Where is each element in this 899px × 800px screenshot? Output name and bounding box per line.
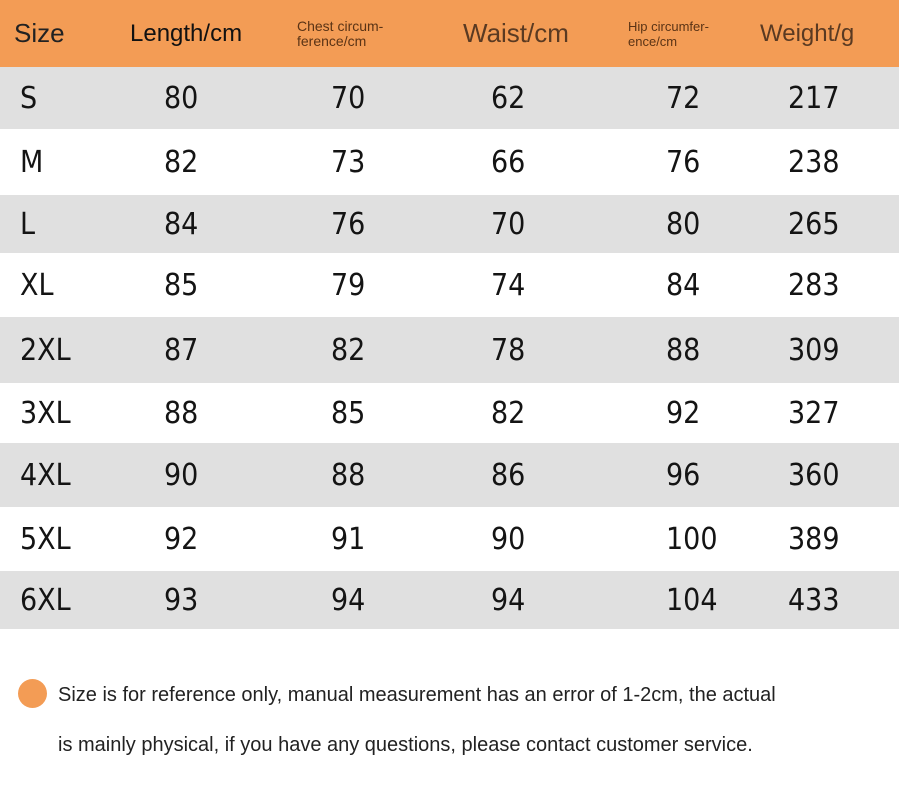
cell-size: 3XL [20, 395, 71, 431]
cell-length: 84 [164, 206, 199, 242]
table-row [0, 317, 899, 383]
cell-waist: 70 [491, 206, 526, 242]
table-row [0, 507, 899, 571]
cell-chest: 94 [331, 582, 366, 618]
cell-chest: 73 [331, 144, 366, 180]
cell-waist: 86 [491, 457, 526, 493]
cell-chest: 91 [331, 521, 366, 557]
header-waist: Waist/cm [463, 18, 569, 48]
table-row [0, 195, 899, 253]
cell-chest: 82 [331, 332, 366, 368]
cell-size: 6XL [20, 582, 71, 618]
cell-length: 93 [164, 582, 199, 618]
cell-length: 82 [164, 144, 199, 180]
header-length: Length/cm [130, 19, 243, 47]
cell-waist: 78 [491, 332, 526, 368]
cell-weight: 217 [788, 80, 840, 116]
cell-weight: 360 [788, 457, 840, 493]
bullet-dot-icon [18, 679, 47, 708]
cell-hip: 80 [666, 206, 701, 242]
table-header [0, 0, 899, 67]
cell-weight: 389 [788, 521, 840, 557]
cell-hip: 96 [666, 457, 701, 493]
cell-length: 90 [164, 457, 199, 493]
table-row [0, 443, 899, 507]
header-weight: Weight/g [760, 19, 855, 47]
cell-size: XL [20, 267, 54, 303]
table-row [0, 129, 899, 195]
cell-weight: 309 [788, 332, 840, 368]
cell-weight: 238 [788, 144, 840, 180]
cell-waist: 74 [491, 267, 526, 303]
cell-hip: 100 [666, 521, 718, 557]
cell-length: 92 [164, 521, 199, 557]
note-line-2: is mainly physical, if you have any questions, please contact customer service. [58, 734, 753, 756]
cell-chest: 88 [331, 457, 366, 493]
cell-weight: 283 [788, 267, 840, 303]
cell-waist: 94 [491, 582, 526, 618]
cell-size: L [20, 206, 36, 242]
cell-hip: 104 [666, 582, 718, 618]
cell-weight: 265 [788, 206, 840, 242]
cell-size: 4XL [20, 457, 71, 493]
cell-length: 85 [164, 267, 199, 303]
cell-weight: 327 [788, 395, 840, 431]
header-chest: Chest circum-ference/cm [297, 17, 384, 49]
cell-size: 5XL [20, 521, 71, 557]
cell-hip: 84 [666, 267, 701, 303]
cell-length: 88 [164, 395, 199, 431]
cell-size: 2XL [20, 332, 71, 368]
table-body [0, 67, 899, 629]
header-hip: Hip circumfer-ence/cm [628, 18, 709, 49]
cell-chest: 70 [331, 80, 366, 116]
cell-waist: 90 [491, 521, 526, 557]
table-row [0, 253, 899, 317]
cell-size: S [20, 80, 38, 116]
table-row [0, 67, 899, 129]
cell-hip: 92 [666, 395, 701, 431]
note-line-1: Size is for reference only, manual measurement has an error of 1-2cm, the actual [58, 684, 776, 706]
cell-hip: 72 [666, 80, 701, 116]
table-row [0, 571, 899, 629]
header-size: Size [14, 18, 65, 48]
cell-chest: 79 [331, 267, 366, 303]
cell-hip: 76 [666, 144, 701, 180]
cell-size: M [20, 144, 44, 180]
cell-waist: 62 [491, 80, 526, 116]
table-row [0, 383, 899, 443]
cell-length: 87 [164, 332, 199, 368]
cell-chest: 85 [331, 395, 366, 431]
cell-length: 80 [164, 80, 199, 116]
cell-waist: 66 [491, 144, 526, 180]
cell-weight: 433 [788, 582, 840, 618]
cell-hip: 88 [666, 332, 701, 368]
cell-chest: 76 [331, 206, 366, 242]
cell-waist: 82 [491, 395, 526, 431]
